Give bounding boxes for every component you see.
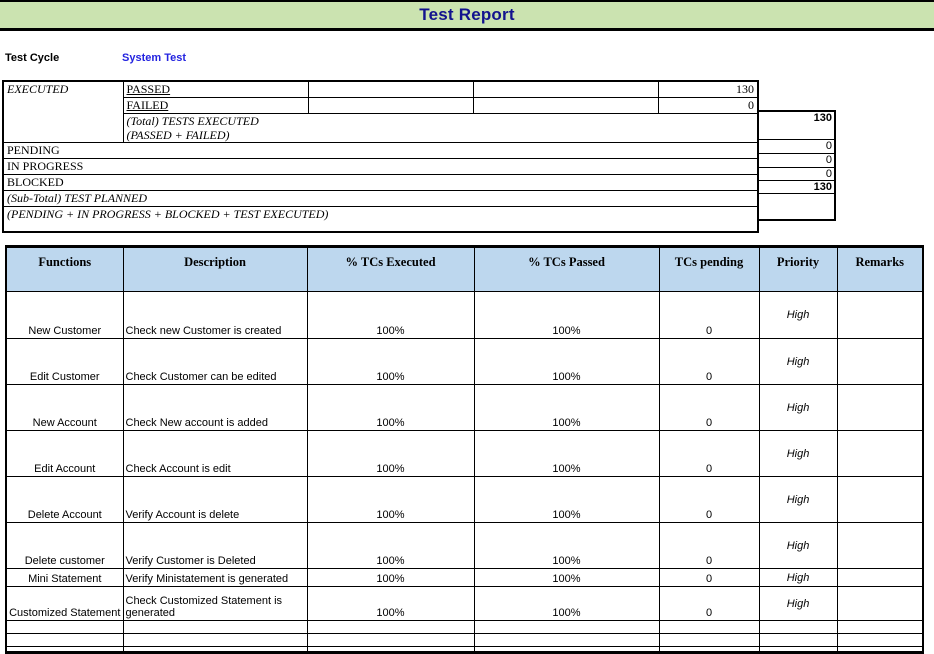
description-cell: Verify Customer is Deleted (123, 523, 307, 569)
function-cell: New Customer (6, 292, 123, 339)
passed-cell: 100% (474, 523, 659, 569)
col-header-description: Description (123, 247, 307, 292)
remarks-cell (837, 523, 923, 569)
empty-cell (659, 634, 759, 647)
col-header-functions: Functions (6, 247, 123, 292)
description-cell: Verify Account is delete (123, 477, 307, 523)
description-cell: Check Account is edit (123, 431, 307, 477)
empty-cell (659, 647, 759, 653)
empty-cell (474, 647, 659, 653)
functions-table (5, 245, 924, 654)
priority-cell: High (759, 587, 837, 621)
pending-cell: 0 (659, 569, 759, 587)
table-header-row (6, 247, 923, 292)
executed-cell: 100% (307, 385, 474, 431)
empty-cell (308, 81, 473, 98)
priority-cell: High (759, 292, 837, 339)
empty-cell (474, 634, 659, 647)
empty-table-row (6, 634, 923, 647)
col-header-tcs-pending: TCs pending (659, 247, 759, 292)
remarks-cell (837, 569, 923, 587)
empty-cell (837, 634, 923, 647)
description-cell: Check new Customer is created (123, 292, 307, 339)
summary-cell-pending-label: PENDING (3, 143, 758, 159)
summary-cell-passed-label: PASSED (123, 81, 308, 98)
description-cell: Check Customer can be edited (123, 339, 307, 385)
empty-cell (473, 98, 658, 114)
priority-cell: High (759, 385, 837, 431)
empty-cell (307, 647, 474, 653)
executed-cell: 100% (307, 523, 474, 569)
summary-cell-executed: EXECUTED (3, 81, 123, 143)
priority-cell: High (759, 431, 837, 477)
summary-cell-testplanned-label: (Sub-Total) TEST PLANNED (3, 191, 758, 207)
passed-cell: 100% (474, 339, 659, 385)
test-cycle-value: System Test (122, 52, 186, 64)
empty-cell (307, 634, 474, 647)
remarks-cell (837, 431, 923, 477)
executed-cell: 100% (307, 477, 474, 523)
passed-cell: 100% (474, 292, 659, 339)
table-row (6, 587, 923, 621)
total-executed-line1: (Total) TESTS EXECUTED (126, 114, 259, 128)
remarks-cell (837, 385, 923, 431)
pending-cell: 0 (659, 431, 759, 477)
pending-cell: 0 (659, 523, 759, 569)
pending-cell: 0 (659, 385, 759, 431)
empty-cell (759, 634, 837, 647)
table-row (6, 523, 923, 569)
table-row (6, 292, 923, 339)
priority-cell: High (759, 569, 837, 587)
inprogress-value: 0 (758, 153, 835, 167)
empty-cell (837, 621, 923, 634)
remarks-cell (837, 587, 923, 621)
description-cell: Check Customized Statement is generated (123, 587, 307, 621)
empty-cell (123, 647, 307, 653)
empty-cell (307, 621, 474, 634)
summary-cell-inprogress-label: IN PROGRESS (3, 159, 758, 175)
summary-totals-column (757, 110, 836, 221)
page-title: Test Report (419, 5, 515, 24)
pending-cell: 0 (659, 292, 759, 339)
empty-cell (6, 634, 123, 647)
empty-cell (123, 621, 307, 634)
summary-cell-failed-label: FAILED (123, 98, 308, 114)
remarks-cell (837, 339, 923, 385)
total-executed-value: 130 (758, 111, 835, 139)
pending-cell: 0 (659, 477, 759, 523)
report-title-bar (0, 0, 934, 31)
col-header-tcs-executed: % TCs Executed (307, 247, 474, 292)
empty-cell (659, 621, 759, 634)
function-cell: Mini Statement (6, 569, 123, 587)
empty-cell (6, 647, 123, 653)
passed-cell: 100% (474, 431, 659, 477)
empty-cell (473, 81, 658, 98)
function-cell: Delete Account (6, 477, 123, 523)
priority-cell: High (759, 477, 837, 523)
table-row (6, 431, 923, 477)
remarks-cell (837, 292, 923, 339)
testplanned-value: 130 (758, 180, 835, 193)
test-cycle-label: Test Cycle (5, 52, 60, 64)
passed-cell: 100% (474, 569, 659, 587)
empty-cell (837, 647, 923, 653)
summary-cell-failed-value: 0 (658, 98, 758, 114)
execution-summary-table (2, 80, 759, 233)
executed-cell: 100% (307, 339, 474, 385)
passed-cell: 100% (474, 477, 659, 523)
summary-cell-total-executed (123, 114, 758, 143)
executed-cell: 100% (307, 587, 474, 621)
empty-cell (123, 634, 307, 647)
remarks-cell (837, 477, 923, 523)
function-cell: Delete customer (6, 523, 123, 569)
pending-cell: 0 (659, 339, 759, 385)
total-executed-line2: (PASSED + FAILED) (126, 128, 230, 142)
empty-cell (759, 621, 837, 634)
priority-cell: High (759, 523, 837, 569)
passed-cell: 100% (474, 385, 659, 431)
col-header-priority: Priority (759, 247, 837, 292)
description-cell: Check New account is added (123, 385, 307, 431)
pending-cell: 0 (659, 587, 759, 621)
blocked-value: 0 (758, 167, 835, 180)
function-cell: New Account (6, 385, 123, 431)
table-row (6, 477, 923, 523)
empty-table-row (6, 621, 923, 634)
pending-value: 0 (758, 139, 835, 153)
description-cell: Verify Ministatement is generated (123, 569, 307, 587)
function-cell: Edit Customer (6, 339, 123, 385)
priority-cell: High (759, 339, 837, 385)
table-row (6, 339, 923, 385)
col-header-remarks: Remarks (837, 247, 923, 292)
executed-cell: 100% (307, 431, 474, 477)
executed-cell: 100% (307, 292, 474, 339)
table-row (6, 569, 923, 587)
summary-cell-testplanned-formula: (PENDING + IN PROGRESS + BLOCKED + TEST EXECUTED) (3, 207, 758, 232)
empty-cell (308, 98, 473, 114)
empty-cell (758, 193, 835, 220)
function-cell: Edit Account (6, 431, 123, 477)
empty-cell (759, 647, 837, 653)
table-row (6, 385, 923, 431)
empty-cell (6, 621, 123, 634)
function-cell: Customized Statement (6, 587, 123, 621)
empty-cell (474, 621, 659, 634)
summary-cell-passed-value: 130 (658, 81, 758, 98)
empty-table-row (6, 647, 923, 653)
executed-cell: 100% (307, 569, 474, 587)
passed-cell: 100% (474, 587, 659, 621)
summary-cell-blocked-label: BLOCKED (3, 175, 758, 191)
col-header-tcs-passed: % TCs Passed (474, 247, 659, 292)
